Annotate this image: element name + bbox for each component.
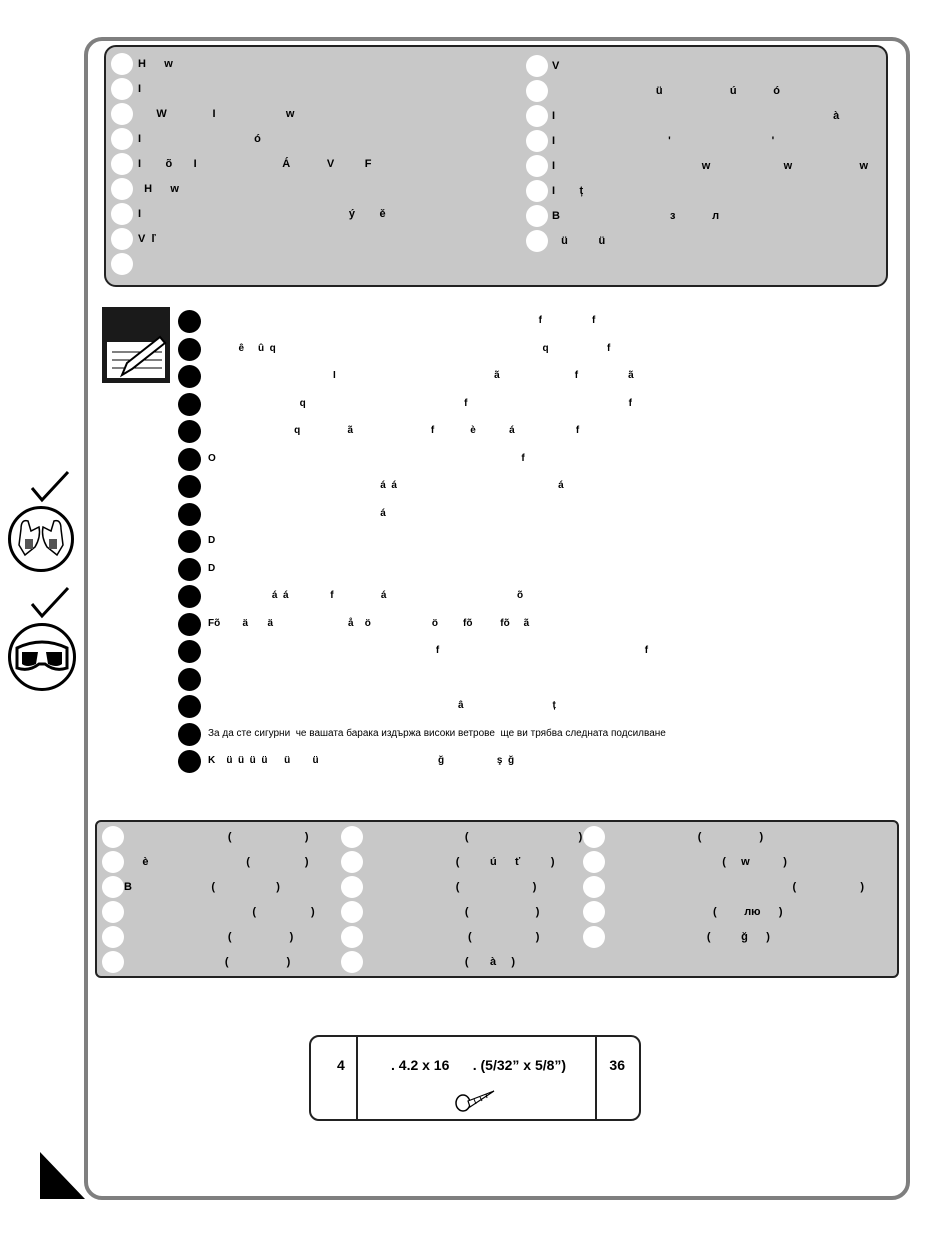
bullet-dot (341, 876, 363, 898)
tool-item: ( ) (124, 906, 315, 918)
bullet-dot (178, 585, 201, 608)
language-item: B з л (552, 210, 720, 222)
language-item: I õ I Á V F (138, 158, 372, 170)
language-item: V (552, 60, 560, 72)
note-item: f f (208, 645, 649, 656)
bullet-dot (178, 613, 201, 636)
bullet-dot (178, 695, 201, 718)
bullet-dot (178, 640, 201, 663)
bullet-dot (111, 128, 133, 150)
bullet-dot (526, 105, 548, 127)
language-item: H w (138, 58, 173, 70)
note-item: á á f á õ (208, 590, 524, 601)
bullet-dot (178, 530, 201, 553)
bullet-dot (102, 951, 124, 973)
bullet-dot (341, 851, 363, 873)
note-item: ê û q q f (208, 342, 611, 354)
bullet-dot (526, 80, 548, 102)
bullet-dot (583, 826, 605, 848)
bullet-dot (583, 876, 605, 898)
tool-item: ( ) (124, 956, 291, 968)
language-item: V ľ (138, 233, 156, 245)
pencil-note-icon (102, 307, 170, 383)
parts-qty: 4 (337, 1057, 345, 1073)
bullet-dot (102, 826, 124, 848)
note-item: á (208, 507, 386, 519)
parts-count: 36 (609, 1057, 625, 1073)
language-item: I ý ě (138, 208, 386, 220)
language-item: W I w (138, 108, 295, 120)
bullet-dot (178, 503, 201, 526)
tool-item: ( ğ ) (603, 931, 770, 943)
bullet-dot (526, 230, 548, 252)
bullet-dot (178, 365, 201, 388)
check-icon (30, 586, 70, 620)
tool-item: ( ú ť ) (361, 856, 555, 868)
note-item: За да сте сигурни че вашата барака издържа високи ветрове ще ви трябва следната подсилване (208, 727, 666, 739)
bullet-dot (526, 180, 548, 202)
bullet-dot (102, 851, 124, 873)
bullet-dot (178, 420, 201, 443)
language-item: I à (552, 110, 840, 122)
bullet-dot (178, 668, 201, 691)
tool-item: ( ) (124, 931, 294, 943)
note-item: q f f (208, 397, 632, 409)
language-item: I w w w (552, 160, 869, 172)
bullet-dot (341, 951, 363, 973)
bullet-dot (111, 178, 133, 200)
language-item: I ' ' (552, 135, 775, 147)
bullet-dot (178, 448, 201, 471)
note-item: O f (208, 452, 525, 464)
note-item: D (208, 562, 216, 574)
page-corner-marker (40, 1152, 85, 1199)
bullet-dot (526, 155, 548, 177)
bullet-dot (178, 475, 201, 498)
tool-item: è ( ) (124, 856, 309, 868)
note-item: f f (208, 315, 596, 326)
screw-icon (454, 1087, 498, 1113)
bullet-dot (341, 901, 363, 923)
bullet-dot (526, 55, 548, 77)
language-item: I (138, 83, 142, 95)
check-icon (30, 470, 70, 504)
bullet-dot (341, 826, 363, 848)
bullet-dot (178, 558, 201, 581)
language-item: I ó (138, 133, 261, 145)
bullet-dot (102, 876, 124, 898)
tool-item: ( à ) (361, 956, 516, 968)
language-item: ü ü (552, 235, 606, 247)
bullet-dot (583, 851, 605, 873)
parts-description: . 4.2 x 16 . (5/32” x 5/8”) (391, 1057, 567, 1073)
tool-item: ( ) (361, 831, 583, 843)
tool-item: B ( ) (124, 881, 280, 893)
bullet-dot (111, 253, 133, 275)
bullet-dot (178, 310, 201, 333)
tool-item: ( w ) (603, 856, 787, 868)
note-item: K ü ü ü ü ü ü ğ ş ğ (208, 755, 515, 766)
note-item: Fõ ä ä å ö ö fõ fõ ã (208, 617, 530, 629)
bullet-dot (102, 926, 124, 948)
tool-item: ( ) (361, 906, 540, 918)
bullet-dot (178, 338, 201, 361)
bullet-dot (583, 926, 605, 948)
tool-item: ( ) (361, 931, 540, 943)
bullet-dot (526, 130, 548, 152)
tool-item: ( лю ) (603, 906, 783, 918)
tool-item: ( ) (124, 831, 309, 843)
bullet-dot (178, 750, 201, 773)
tool-item: ( ) (603, 881, 864, 893)
tool-item: ( ) (603, 831, 764, 843)
tool-item: ( ) (361, 881, 537, 893)
bullet-dot (178, 723, 201, 746)
bullet-dot (111, 103, 133, 125)
note-item: I ã f ã (208, 370, 634, 381)
bullet-dot (526, 205, 548, 227)
bullet-dot (111, 203, 133, 225)
gloves-icon (8, 506, 74, 572)
language-item: ü ú ó (552, 85, 780, 97)
parts-table (309, 1035, 641, 1121)
bullet-dot (111, 78, 133, 100)
bullet-dot (178, 393, 201, 416)
note-item: â ț (208, 700, 556, 711)
bullet-dot (102, 901, 124, 923)
note-item: á á á (208, 480, 564, 491)
note-item: q ã f è á f (208, 425, 580, 436)
note-item: D (208, 535, 216, 546)
bullet-dot (111, 153, 133, 175)
goggles-icon (8, 623, 76, 691)
bullet-dot (111, 53, 133, 75)
language-item: H w (138, 183, 179, 195)
bullet-dot (341, 926, 363, 948)
bullet-dot (111, 228, 133, 250)
language-item: I ț (552, 185, 584, 197)
bullet-dot (583, 901, 605, 923)
